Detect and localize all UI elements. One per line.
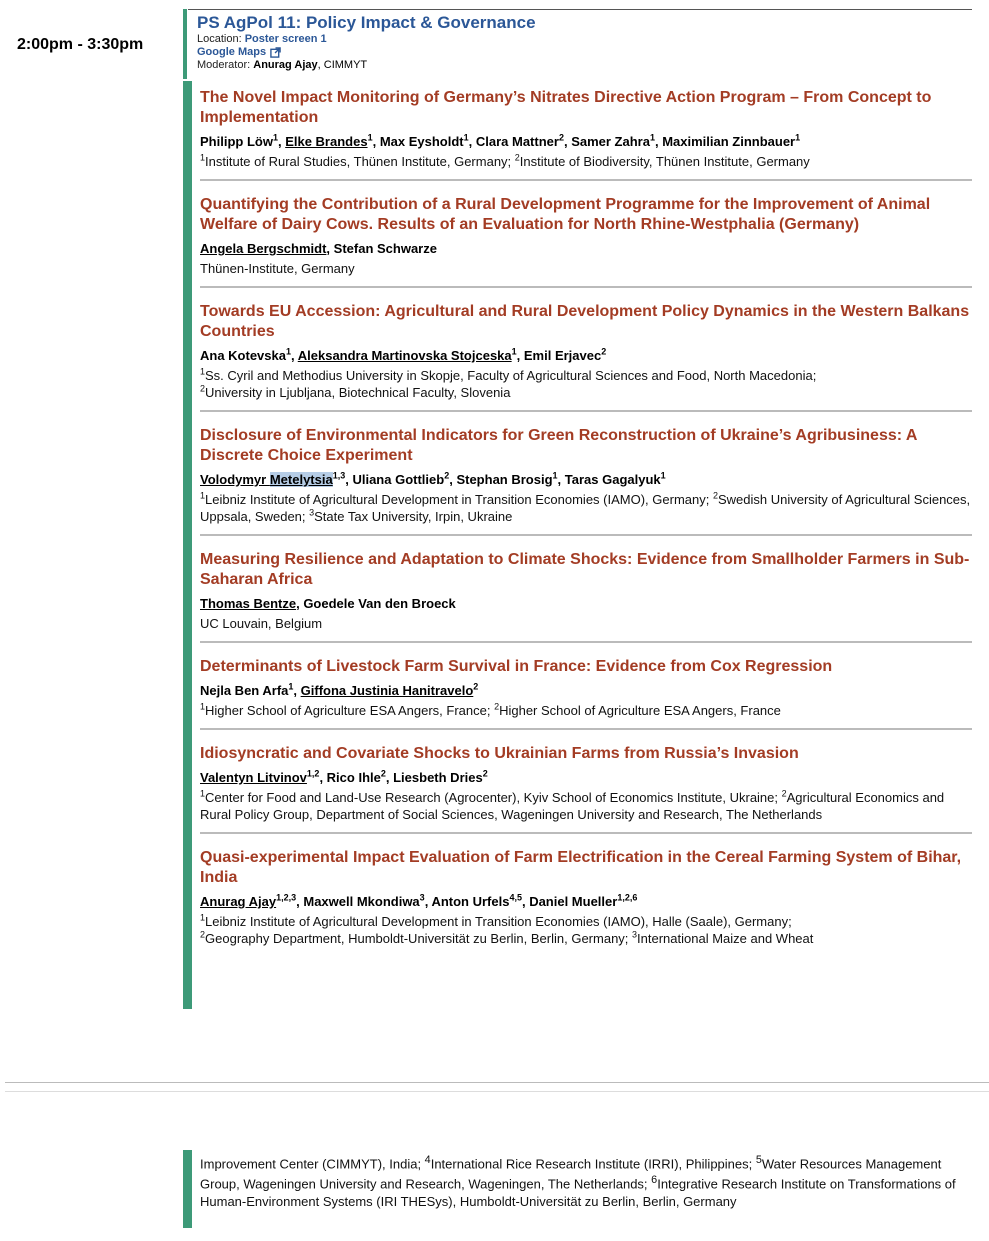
presenting-author: Angela Bergschmidt xyxy=(200,241,327,256)
paper-authors xyxy=(200,769,972,787)
author-name: Maximilian Zinnbauer xyxy=(662,134,796,149)
affiliation-number: 2 xyxy=(712,490,718,501)
author-name: Liesbeth Dries xyxy=(393,770,483,785)
paper-title[interactable]: Measuring Resilience and Adaptation to Climate Shocks: Evidence from Smallholder Farmers in Sub-Saharan Africa xyxy=(200,551,970,588)
author-affiliation-number: 2 xyxy=(473,681,479,692)
author-affiliation-number: 2 xyxy=(444,470,450,481)
author-affiliation-number: 1 xyxy=(272,132,278,143)
paper-list xyxy=(200,86,972,968)
affiliation-text: UC Louvain, Belgium xyxy=(200,616,323,631)
presenting-author: Giffona Justinia Hanitravelo xyxy=(300,683,474,698)
session-header-bar xyxy=(183,9,187,79)
paper-title[interactable]: Towards EU Accession: Agricultural and Rural Development Policy Dynamics in the Western Balkans Countries xyxy=(200,303,970,340)
author-affiliation-number: 2 xyxy=(482,768,488,779)
author-affiliation-number: 1,2,6 xyxy=(617,892,638,903)
affiliation-number: 2 xyxy=(514,152,520,163)
affiliation-text: Leibniz Institute of Agricultural Development in Transition Economies (IAMO), Halle (Saale), Germany; xyxy=(205,914,792,929)
affiliation-number: 1 xyxy=(200,152,206,163)
author-affiliation-number: 4,5 xyxy=(509,892,522,903)
paper-affiliations xyxy=(200,913,972,947)
affiliation-text: State Tax University, Irpin, Ukraine xyxy=(314,509,513,524)
author-name: Goedele Van den Broeck xyxy=(303,596,456,611)
moderator-label: Moderator: xyxy=(197,59,251,71)
paper-authors xyxy=(200,347,972,365)
location-label: Location: xyxy=(197,33,242,45)
affiliation-number: 1 xyxy=(200,701,206,712)
paper-title[interactable]: Quasi-experimental Impact Evaluation of Farm Electrification in the Cereal Farming System of Bihar, India xyxy=(200,849,962,886)
affiliation-number: 3 xyxy=(309,507,315,518)
session-title[interactable]: PS AgPol 11: Policy Impact & Governance xyxy=(197,13,536,32)
session-location xyxy=(197,33,972,46)
author-affiliation-number: 1 xyxy=(511,346,517,357)
author-name: Maxwell Mkondiwa xyxy=(303,894,420,909)
location-link[interactable]: Poster screen 1 xyxy=(244,33,327,45)
author-separator: , xyxy=(385,770,394,785)
papers-accent-bar xyxy=(183,81,192,1009)
author-separator: , xyxy=(345,472,353,487)
paper-affiliations xyxy=(200,153,972,170)
paper-authors xyxy=(200,133,972,151)
author-separator: , xyxy=(449,472,457,487)
author-separator: , xyxy=(654,134,663,149)
paper-item xyxy=(200,424,972,536)
moderator-org: , CIMMYT xyxy=(317,59,368,71)
affiliation-text: Water Resources Management Group, Wageningen University and Research, Wageningen, The Netherlands; xyxy=(200,1156,942,1192)
author-name: Stephan Brosig xyxy=(456,472,553,487)
author-name: Max Eysholdt xyxy=(379,134,464,149)
author-separator: , xyxy=(521,894,530,909)
affiliation-text: Agricultural Economics and Rural Policy Group, Department of Social Sciences, Wageningen University and Research, The Netherlands xyxy=(200,790,945,822)
author-separator: , xyxy=(563,134,572,149)
affiliation-number: 1 xyxy=(200,366,206,377)
presenting-author: Anurag Ajay xyxy=(200,894,277,909)
author-affiliation-number: 1,2,3 xyxy=(276,892,297,903)
affiliation-text: International Rice Research Institute (IRRI), Philippines; xyxy=(430,1156,756,1172)
author-name: Taras Gagalyuk xyxy=(564,472,661,487)
affiliation-text: International Maize and Wheat xyxy=(637,931,814,946)
page-break-divider xyxy=(5,1082,989,1083)
author-affiliation-number: 1 xyxy=(552,470,558,481)
affiliation-text: Higher School of Agriculture ESA Angers, France xyxy=(499,703,781,718)
author-name: Samer Zahra xyxy=(571,134,650,149)
paper-title[interactable]: Disclosure of Environmental Indicators for Green Reconstruction of Ukraine’s Agribusiness: A Discrete Choice Experiment xyxy=(200,427,917,464)
author-affiliation-number: 2 xyxy=(601,346,607,357)
affiliation-text: Institute of Biodiversity, Thünen Institute, Germany xyxy=(519,154,810,169)
author-affiliation-number: 1 xyxy=(660,470,666,481)
author-name: Stefan Schwarze xyxy=(333,241,437,256)
affiliation-text: Institute of Rural Studies, Thünen Institute, Germany; xyxy=(205,154,515,169)
affiliation-number: 1 xyxy=(200,788,206,799)
paper-item xyxy=(200,846,972,956)
author-affiliation-number: 1,3 xyxy=(332,470,346,481)
session-moderator xyxy=(197,59,972,72)
affiliation-text: Geography Department, Humboldt-Universität zu Berlin, Berlin, Germany; xyxy=(205,931,633,946)
paper-item xyxy=(200,193,972,288)
highlighted-text: Metelytsia xyxy=(269,472,333,487)
author-separator: , xyxy=(372,134,380,149)
author-name: Clara Mattner xyxy=(475,134,559,149)
affiliation-text: Center for Food and Land-Use Research (Agrocenter), Kyiv School of Economics Institute, Ukraine; xyxy=(205,790,782,805)
presenting-author: Elke Brandes xyxy=(285,134,368,149)
moderator-name: Anurag Ajay xyxy=(253,59,318,71)
author-name: Nejla Ben Arfa xyxy=(200,683,289,698)
author-affiliation-number: 2 xyxy=(558,132,564,143)
author-separator: , xyxy=(296,894,304,909)
presenting-author: Aleksandra Martinovska Stojceska xyxy=(297,348,512,363)
affiliation-number: 2 xyxy=(200,929,206,940)
affiliation-text: Higher School of Agriculture ESA Angers, France; xyxy=(205,703,495,718)
presenting-author: Valentyn Litvinov xyxy=(200,770,307,785)
author-affiliation-number: 2 xyxy=(380,768,386,779)
author-name: Emil Erjavec xyxy=(523,348,602,363)
paper-item xyxy=(200,742,972,834)
affiliation-text: Leibniz Institute of Agricultural Development in Transition Economies (IAMO), Germany; xyxy=(205,492,713,507)
paper-title[interactable]: Quantifying the Contribution of a Rural Development Programme for the Improvement of Animal Welfare of Dairy Cows. Results of an Evaluation for North Rhine-Westphalia (Germany) xyxy=(200,196,931,233)
author-separator: , xyxy=(319,770,327,785)
affiliation-text: Thünen-Institute, Germany xyxy=(200,261,355,276)
paper-item xyxy=(200,548,972,643)
author-name: Philipp Löw xyxy=(200,134,273,149)
affiliation-number: 4 xyxy=(424,1154,431,1166)
paper-item xyxy=(200,655,972,730)
paper-authors xyxy=(200,240,972,258)
affiliation-number: 5 xyxy=(755,1154,762,1166)
presenting-author: Volodymyr Metelytsia xyxy=(200,472,333,487)
continuation-accent-bar xyxy=(183,1150,192,1228)
author-affiliation-number: 1 xyxy=(649,132,655,143)
paper-authors xyxy=(200,893,972,911)
affiliation-number: 1 xyxy=(200,912,206,923)
author-separator: , xyxy=(293,683,301,698)
author-affiliation-number: 1 xyxy=(463,132,469,143)
session-time: 2:00pm - 3:30pm xyxy=(17,36,144,53)
author-affiliation-number: 1,2 xyxy=(306,768,320,779)
author-separator: , xyxy=(468,134,476,149)
paper-item xyxy=(200,86,972,181)
affiliation-number: 6 xyxy=(651,1174,658,1187)
author-name: Ana Kotevska xyxy=(200,348,286,363)
affiliation-text: Integrative Research Institute on Transformations of Human-Environment Systems (IRI THESys), Humboldt-Universität zu Berlin, Berlin, Germany xyxy=(200,1176,956,1209)
affiliation-text: Swedish University of Agricultural Sciences, Uppsala, Sweden; xyxy=(200,492,971,524)
paper-item xyxy=(200,300,972,412)
author-separator: , xyxy=(516,348,524,363)
paper-affiliations xyxy=(200,260,972,277)
paper-title[interactable]: The Novel Impact Monitoring of Germany’s Nitrates Directive Action Program – From Concept to Implementation xyxy=(200,89,932,126)
author-affiliation-number: 3 xyxy=(419,892,425,903)
google-maps-label[interactable]: Google Maps xyxy=(197,46,267,58)
affiliation-number: 2 xyxy=(494,701,500,712)
session-header xyxy=(197,12,972,72)
affiliation-text: University in Ljubljana, Biotechnical Faculty, Slovenia xyxy=(205,385,511,400)
author-separator: , xyxy=(557,472,565,487)
paper-affiliations xyxy=(200,367,972,401)
affiliation-text: Ss. Cyril and Methodius University in Skopje, Faculty of Agricultural Sciences and Food, North Macedonia; xyxy=(205,368,817,383)
author-affiliation-number: 1 xyxy=(285,346,291,357)
paper-title[interactable]: Determinants of Livestock Farm Survival in France: Evidence from Cox Regression xyxy=(200,658,833,675)
paper-affiliations xyxy=(200,615,972,632)
author-separator: , xyxy=(277,134,286,149)
author-name: Daniel Mueller xyxy=(529,894,618,909)
author-separator: , xyxy=(424,894,432,909)
paper-affiliations xyxy=(200,702,972,719)
author-affiliation-number: 1 xyxy=(288,681,294,692)
author-separator: , xyxy=(296,596,304,611)
author-name: Anton Urfels xyxy=(431,894,510,909)
paper-authors xyxy=(200,595,972,613)
paper-affiliations xyxy=(200,789,972,823)
paper-title[interactable]: Idiosyncratic and Covariate Shocks to Ukrainian Farms from Russia’s Invasion xyxy=(200,745,799,762)
page-break-divider-2 xyxy=(5,1091,989,1092)
author-name: Rico Ihle xyxy=(326,770,381,785)
affiliation-number: 3 xyxy=(632,929,638,940)
continued-affiliations xyxy=(200,1152,972,1210)
google-maps-link[interactable] xyxy=(197,46,972,59)
author-separator: , xyxy=(291,348,298,363)
top-divider xyxy=(188,9,972,10)
paper-authors xyxy=(200,682,972,700)
paper-authors xyxy=(200,471,972,489)
affiliation-number: 2 xyxy=(781,788,787,799)
presenting-author: Thomas Bentze xyxy=(200,596,297,611)
affiliation-number: 1 xyxy=(200,490,206,501)
author-name: Uliana Gottlieb xyxy=(352,472,445,487)
affiliation-number: 2 xyxy=(200,383,206,394)
affiliation-text: Improvement Center (CIMMYT), India; xyxy=(200,1156,425,1172)
external-link-icon[interactable] xyxy=(270,47,281,58)
author-affiliation-number: 1 xyxy=(367,132,373,143)
author-affiliation-number: 1 xyxy=(795,132,801,143)
author-separator: , xyxy=(326,241,334,256)
paper-affiliations xyxy=(200,491,972,525)
